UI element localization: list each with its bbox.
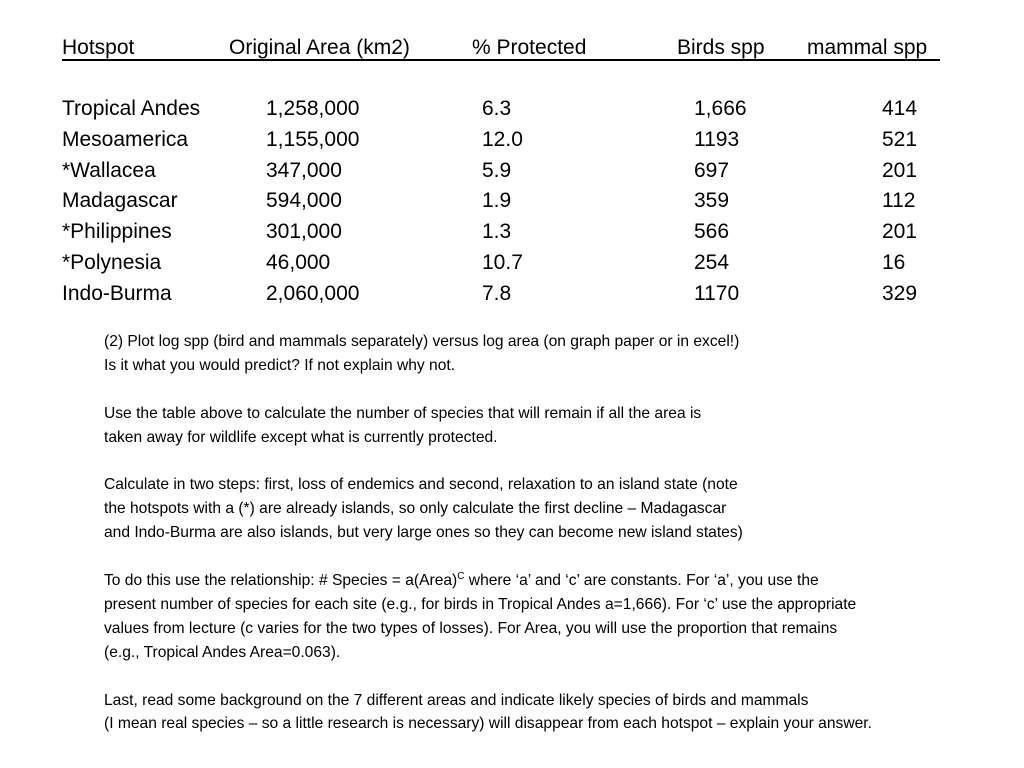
header-mammal-spp: mammal spp bbox=[807, 36, 928, 59]
header-percent-protected: % Protected bbox=[472, 36, 587, 59]
note-line: and Indo-Burma are also islands, but very large ones so they can become new island states) bbox=[104, 524, 743, 542]
cell-hotspot: *Wallacea bbox=[62, 158, 156, 182]
note-line: present number of species for each site (e.g., for birds in Tropical Andes a=1,666). For ‘c’ use the appropriate bbox=[104, 595, 857, 613]
cell-protected: 1.9 bbox=[482, 189, 512, 213]
note-line: Calculate in two steps: first, loss of endemics and second, relaxation to an island state (note bbox=[104, 476, 738, 494]
cell-hotspot: Tropical Andes bbox=[62, 97, 201, 121]
note-relationship bbox=[104, 569, 1004, 665]
note-line: (2) Plot log spp (bird and mammals separately) versus log area (on graph paper or in excel!) bbox=[104, 333, 740, 350]
header-hotspot: Hotspot bbox=[62, 36, 135, 59]
cell-area: 301,000 bbox=[266, 220, 342, 244]
paragraph-gap bbox=[104, 665, 1004, 689]
cell-birds: 566 bbox=[694, 220, 730, 244]
cell-hotspot: *Philippines bbox=[62, 220, 172, 244]
formula-exponent: C bbox=[457, 571, 465, 583]
note-table-calculation bbox=[104, 402, 1004, 450]
assignment-notes bbox=[104, 330, 1004, 736]
cell-mammals: 521 bbox=[882, 128, 918, 152]
cell-hotspot: *Polynesia bbox=[62, 250, 162, 274]
cell-mammals: 329 bbox=[882, 281, 918, 305]
cell-mammals: 414 bbox=[882, 97, 918, 121]
cell-birds: 254 bbox=[694, 250, 730, 274]
note-background-research bbox=[104, 689, 1004, 737]
cell-hotspot: Mesoamerica bbox=[62, 128, 189, 152]
cell-protected: 1.3 bbox=[482, 220, 512, 244]
header-underline bbox=[62, 59, 940, 61]
note-line: values from lecture (c varies for the two types of losses). For Area, you will use the proportion that remains bbox=[104, 619, 838, 637]
note-line: taken away for wildlife except what is currently protected. bbox=[104, 428, 498, 446]
cell-protected: 6.3 bbox=[482, 97, 512, 121]
cell-mammals: 201 bbox=[882, 158, 918, 182]
cell-hotspot: Indo-Burma bbox=[62, 281, 172, 305]
cell-protected: 5.9 bbox=[482, 158, 512, 182]
cell-area: 2,060,000 bbox=[266, 281, 360, 305]
formula-text: To do this use the relationship: # Species = a(Area) bbox=[104, 572, 458, 590]
cell-mammals: 112 bbox=[882, 189, 916, 213]
header-original-area: Original Area (km2) bbox=[229, 36, 410, 59]
note-line: Is it what you would predict? If not explain why not. bbox=[104, 356, 456, 374]
note-two-steps bbox=[104, 473, 1004, 545]
cell-mammals: 201 bbox=[882, 220, 918, 244]
cell-hotspot: Madagascar bbox=[62, 189, 178, 213]
note-line: (e.g., Tropical Andes Area=0.063). bbox=[104, 643, 341, 661]
cell-birds: 697 bbox=[694, 158, 730, 182]
cell-area: 46,000 bbox=[266, 250, 331, 274]
cell-area: 1,258,000 bbox=[266, 97, 360, 121]
note-line: the hotspots with a (*) are already islands, so only calculate the first decline – Madagascar bbox=[104, 500, 727, 518]
note-line: Use the table above to calculate the number of species that will remain if all the area is bbox=[104, 404, 702, 422]
cell-birds: 1,666 bbox=[694, 97, 747, 121]
note-line: Last, read some background on the 7 different areas and indicate likely species of birds and mammals bbox=[104, 691, 809, 709]
note-plot-instructions bbox=[104, 330, 1004, 378]
cell-area: 594,000 bbox=[266, 189, 342, 213]
paragraph-gap bbox=[104, 450, 1004, 474]
paragraph-gap bbox=[104, 545, 1004, 569]
note-line: (I mean real species – so a little research is necessary) will disappear from each hotspot – explain your answer. bbox=[104, 715, 872, 733]
formula-text-after: where ‘a’ and ‘c’ are constants. For ‘a’, you use the bbox=[464, 572, 819, 590]
cell-protected: 12.0 bbox=[482, 128, 523, 152]
cell-mammals: 16 bbox=[882, 250, 906, 274]
cell-protected: 10.7 bbox=[482, 250, 523, 274]
cell-birds: 1170 bbox=[694, 281, 740, 305]
header-birds-spp: Birds spp bbox=[677, 36, 765, 59]
cell-area: 1,155,000 bbox=[266, 128, 360, 152]
cell-area: 347,000 bbox=[266, 158, 342, 182]
cell-birds: 359 bbox=[694, 189, 730, 213]
paragraph-gap bbox=[104, 378, 1004, 402]
cell-protected: 7.8 bbox=[482, 281, 512, 305]
cell-birds: 1193 bbox=[694, 128, 740, 152]
note-line bbox=[104, 569, 1004, 593]
